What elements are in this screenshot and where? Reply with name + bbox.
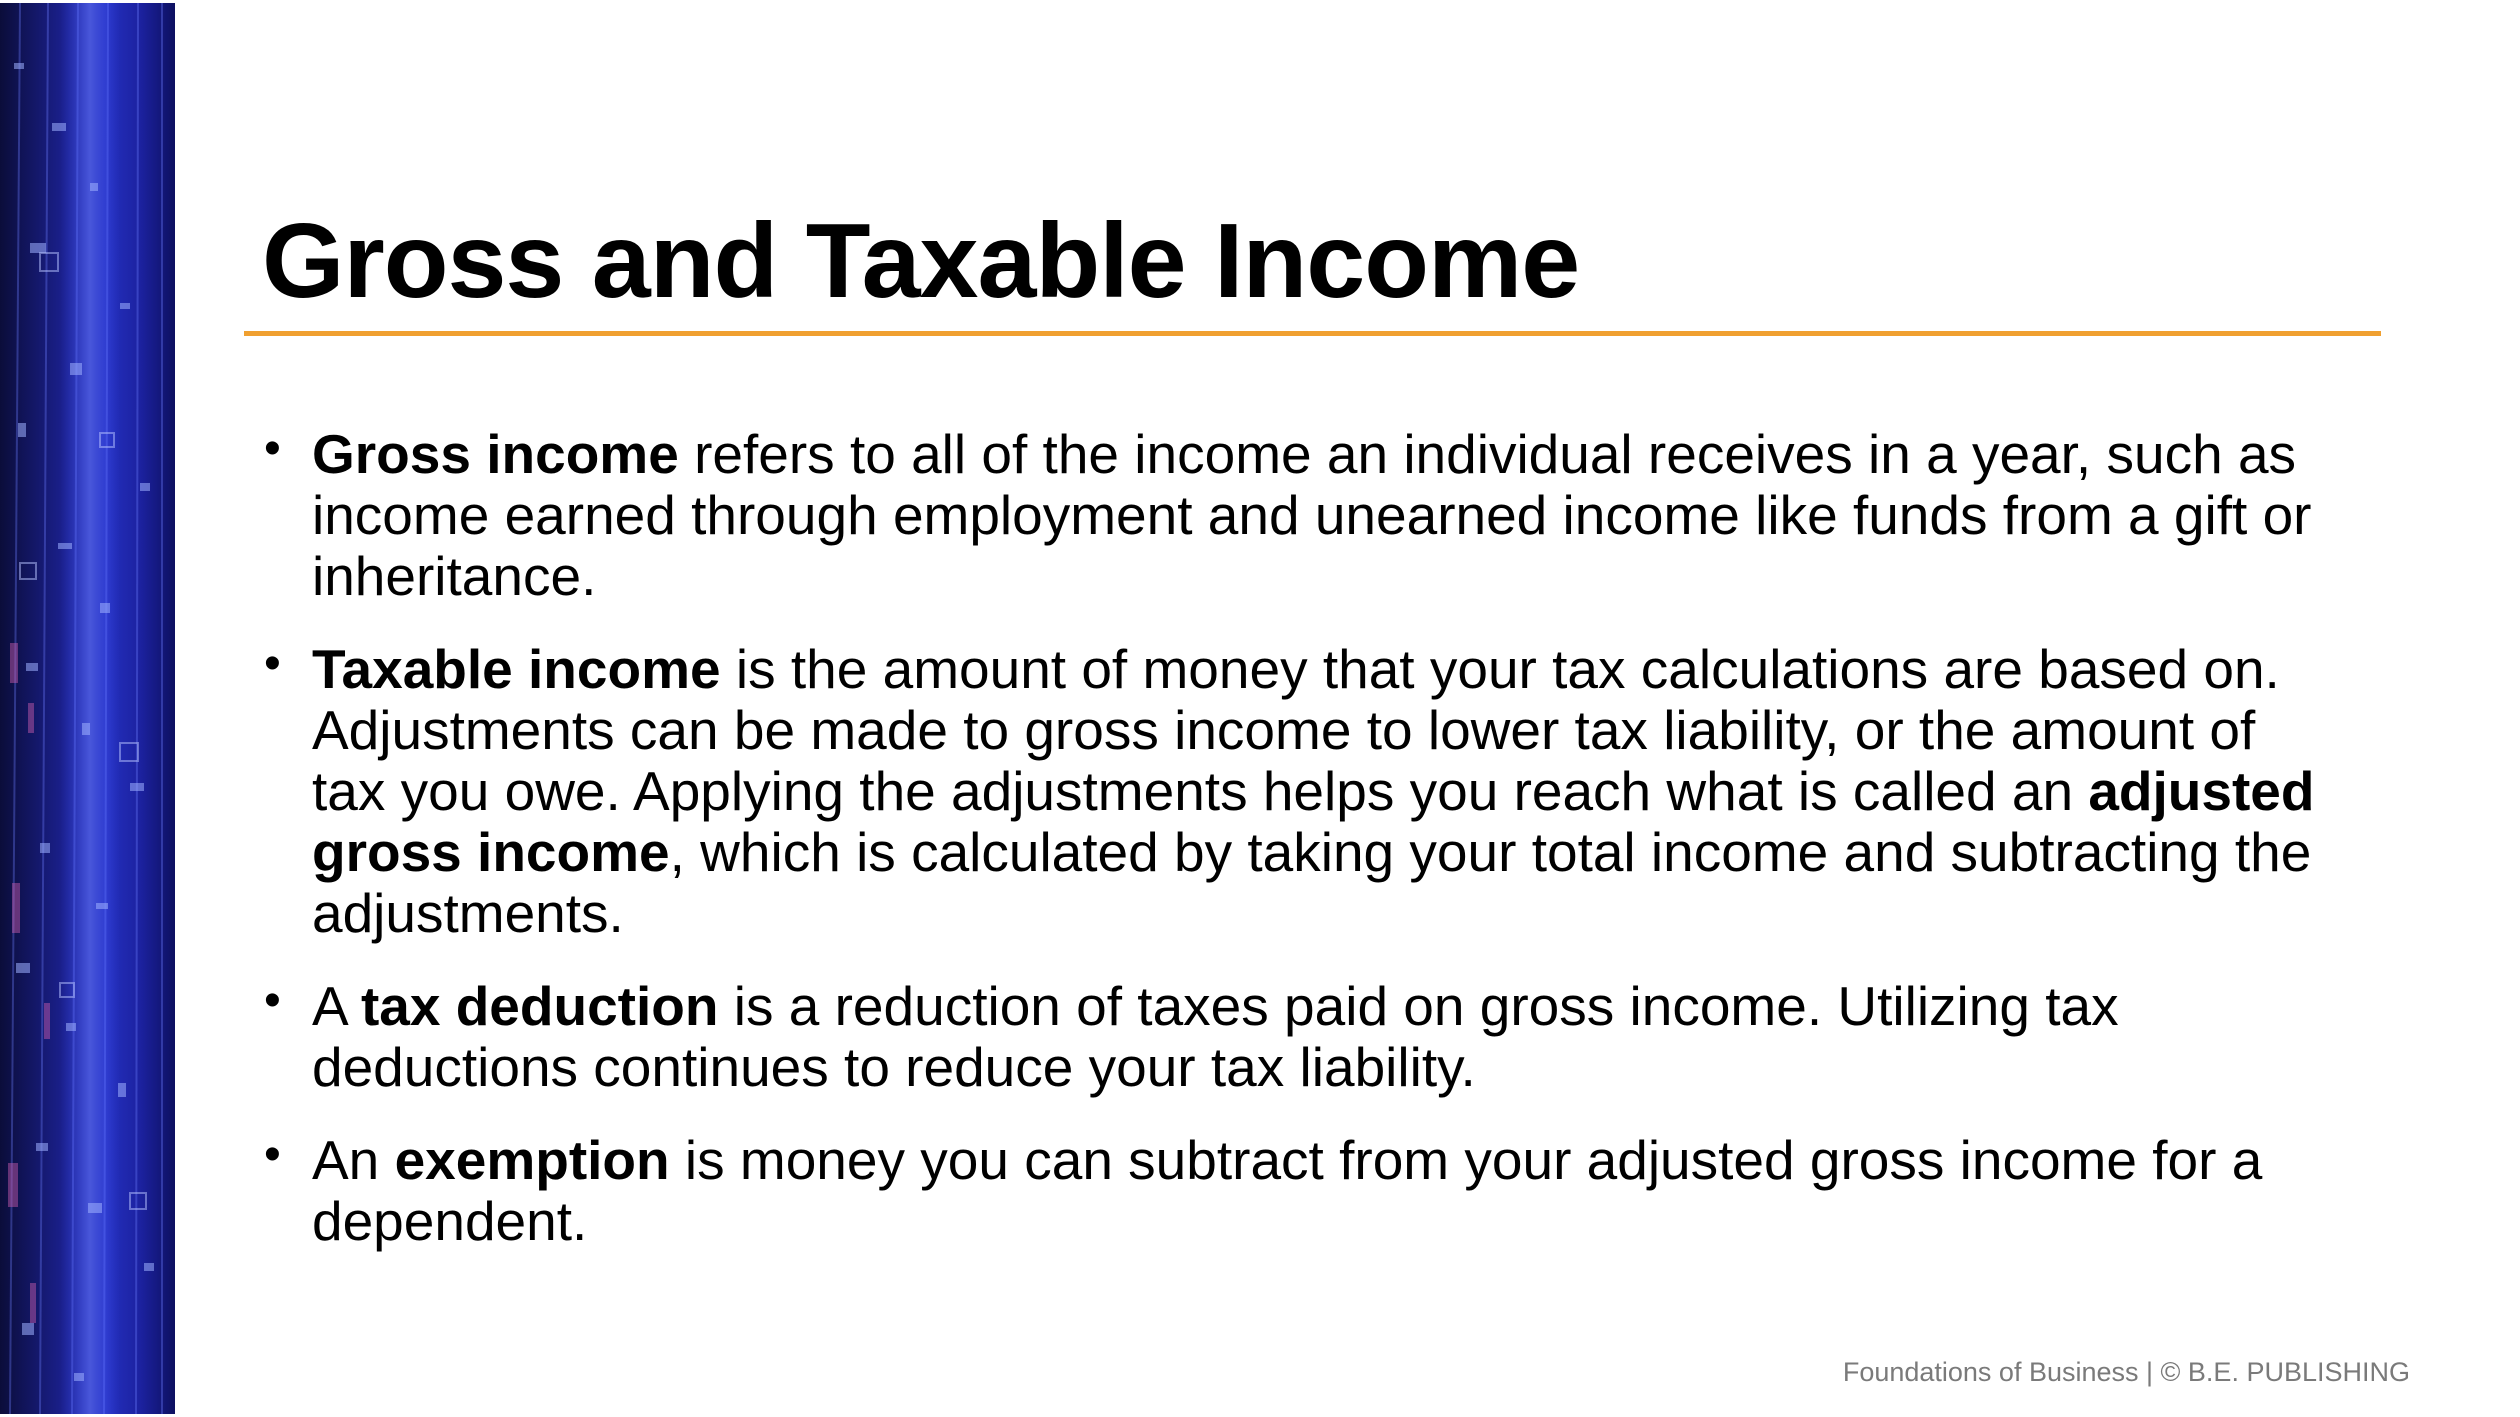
term-tax-deduction: tax deduction (360, 975, 719, 1037)
bullet-dot-icon: • (264, 974, 281, 1027)
bullet-dot-icon: • (264, 637, 281, 690)
bullet-text: is the amount of money that your tax calculations are based on. Adjustments can be made to gross income to lower tax liability, or the amount of tax you owe. Applying the adjustments helps you reach what is called an (312, 638, 2280, 822)
title-underline (244, 331, 2381, 336)
bullet-dot-icon: • (264, 422, 281, 475)
bullet-text: is a reduction of taxes paid on gross income. Utilizing tax deductions continues to reduce your tax liability. (312, 975, 2119, 1098)
bullet-text: is money you can subtract from your adjusted gross income for a dependent. (312, 1129, 2263, 1252)
term-adjusted-gross-income: adjusted gross income (312, 760, 2315, 883)
bullet-exemption (262, 1130, 2342, 1252)
bullet-dot-icon: • (264, 1128, 281, 1181)
footer-credit: Foundations of Business | © B.E. PUBLISHING (1842, 1357, 2410, 1387)
term-taxable-income: Taxable income (312, 638, 721, 700)
slide-title: Gross and Taxable Income (262, 202, 1580, 320)
bullet-list (262, 424, 2342, 1284)
bullet-prefix: An (312, 1129, 395, 1191)
bullet-tax-deduction (262, 976, 2342, 1098)
term-exemption: exemption (394, 1129, 670, 1191)
bullet-prefix: A (312, 975, 361, 1037)
bullet-text: refers to all of the income an individual receives in a year, such as income earned through employment and unearned income like funds from a gift or inheritance. (312, 423, 2312, 607)
bullet-gross-income (262, 424, 2342, 607)
bullet-taxable-income (262, 639, 2342, 944)
digital-pattern-graphic (0, 3, 175, 1414)
bullet-text: , which is calculated by taking your total income and subtracting the adjustments. (312, 821, 2312, 944)
term-gross-income: Gross income (312, 423, 679, 485)
blue-digital-data-image (0, 3, 175, 1414)
